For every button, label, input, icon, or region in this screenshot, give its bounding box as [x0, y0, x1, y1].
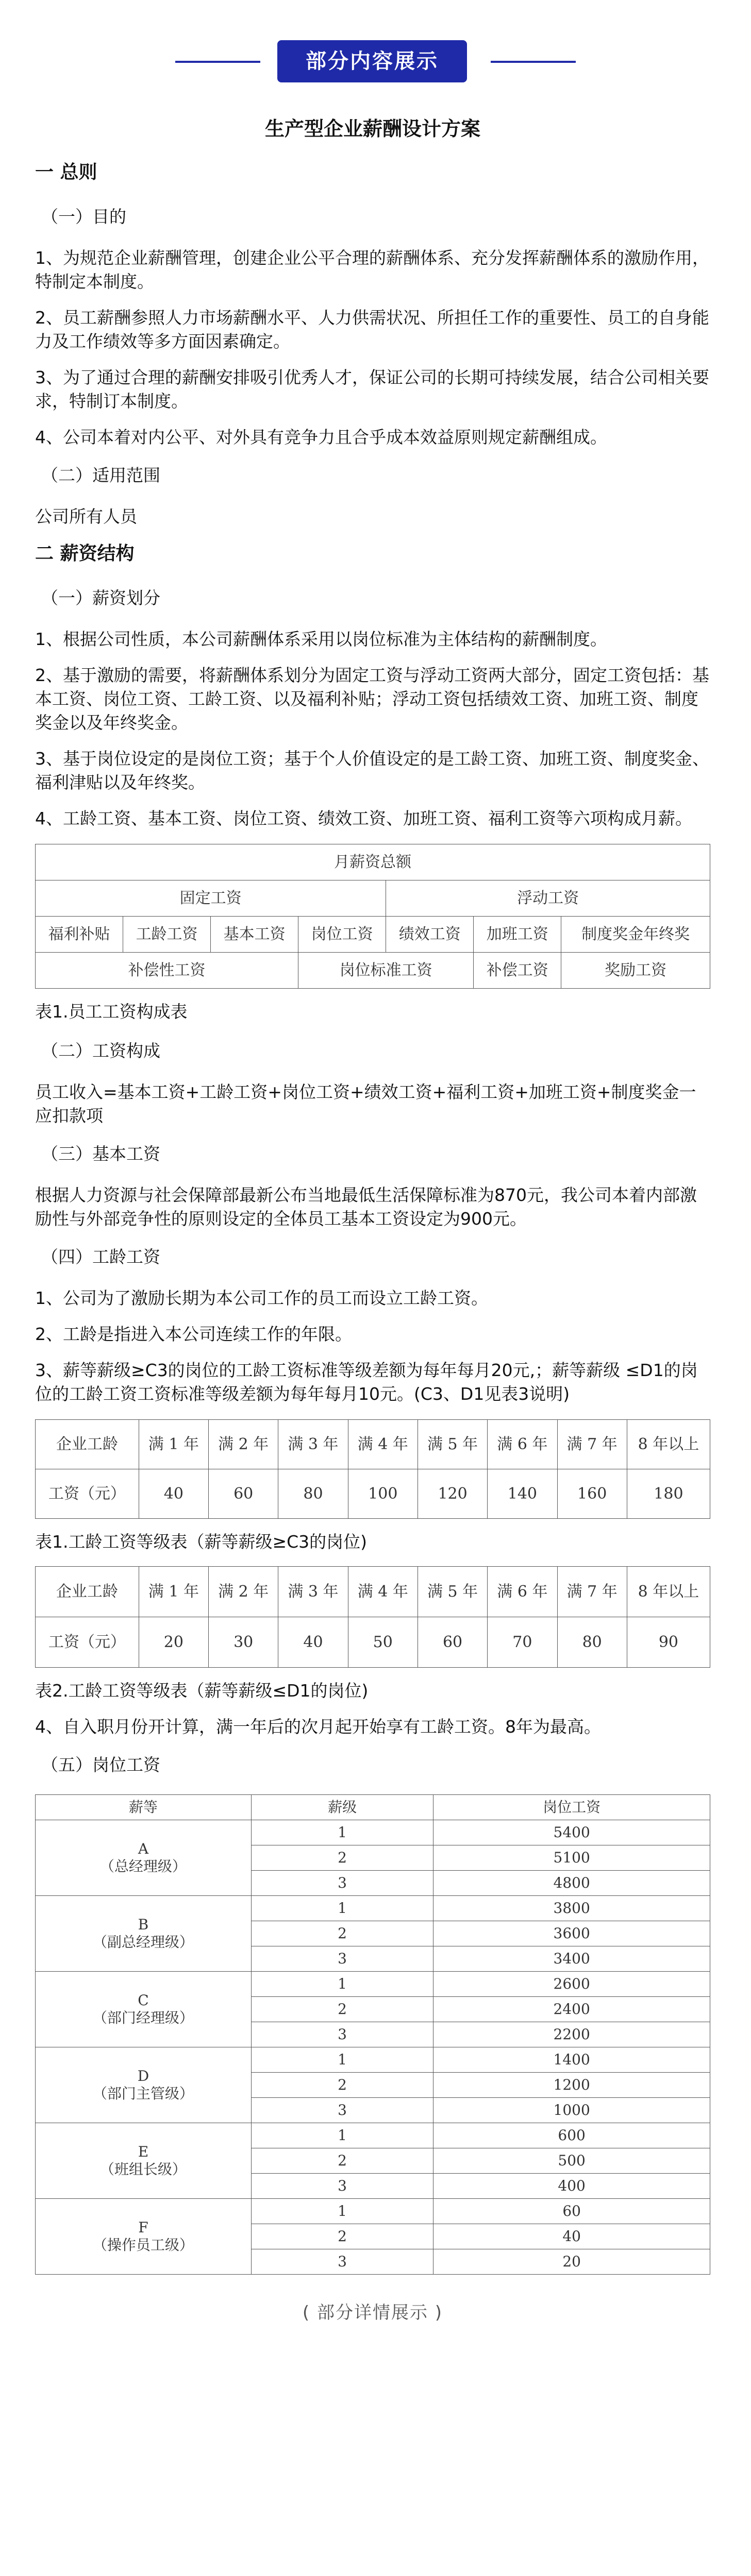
level-cell: 1: [251, 2123, 433, 2148]
table-cell: 160: [557, 1469, 627, 1519]
paragraph: 公司所有人员: [35, 506, 137, 527]
subsection-heading: （二）工资构成: [41, 1041, 160, 1061]
wage-cell: 500: [433, 2148, 710, 2174]
grade-cell: [36, 1896, 252, 1972]
paragraph: 4、工龄工资、基本工资、岗位工资、绩效工资、加班工资、福利工资等六项构成月薪。: [35, 808, 692, 828]
table-cell: 补偿性工资: [36, 953, 298, 989]
table-cell: 工资（元）: [36, 1469, 139, 1519]
wage-cell: 60: [433, 2199, 710, 2224]
level-cell: 3: [251, 2098, 433, 2123]
table-cell: 100: [348, 1469, 418, 1519]
wage-cell: 1000: [433, 2098, 710, 2123]
table-caption: 表2.工龄工资等级表（薪等薪级≤D1的岗位): [35, 1681, 369, 1701]
section-banner: [0, 36, 751, 88]
table-cell: 60: [418, 1617, 487, 1668]
document-body: [35, 98, 710, 2324]
level-cell: 3: [251, 1871, 433, 1896]
paragraph: 1、为规范企业薪酬管理，创建企业公平合理的薪酬体系、充分发挥薪酬体系的激励作用，特制定本制度。: [35, 248, 709, 292]
banner-divider-right: [491, 61, 576, 63]
table-cell: 满 7 年: [557, 1567, 627, 1617]
seniority-table-c3: [35, 1419, 710, 1519]
level-cell: 2: [251, 1845, 433, 1871]
table-cell: 60: [209, 1469, 278, 1519]
grade-cell: [36, 1972, 252, 2047]
grade-name: （操作员工级）: [92, 2236, 194, 2253]
table-cell: 8 年以上: [627, 1420, 710, 1469]
banner-divider-left: [175, 61, 260, 63]
grade-cell: [36, 1820, 252, 1896]
grade-code: D: [137, 2067, 149, 2084]
seniority-table-d1: [35, 1566, 710, 1668]
grade-name: （副总经理级）: [92, 1934, 194, 1951]
table-header-cell: 岗位工资: [433, 1795, 710, 1820]
table-cell: 30: [209, 1617, 278, 1668]
subsection-heading: （三）基本工资: [41, 1144, 160, 1164]
subsection-heading: （二）适用范围: [41, 465, 160, 485]
table-cell: 满 5 年: [418, 1567, 487, 1617]
post-wage-rows: [36, 1820, 710, 2275]
wage-cell: 3600: [433, 1921, 710, 1946]
table-cell: 月薪资总额: [36, 844, 710, 880]
paragraph: 2、员工薪酬参照人力市场薪酬水平、人力供需状况、所担任工作的重要性、员工的自身能力及工作绩效等多方面因素确定。: [35, 308, 709, 351]
wage-cell: 3800: [433, 1896, 710, 1921]
table-cell: 奖励工资: [561, 953, 710, 989]
level-cell: 1: [251, 2199, 433, 2224]
table-cell: 8 年以上: [627, 1567, 710, 1617]
paragraph: 3、薪等薪级≥C3的岗位的工龄工资标准等级差额为每年每月20元,；薪等薪级 ≤D1的岗位的工龄工资工资标准等级差额为每年每月10元。(C3、D1见表3说明): [35, 1360, 698, 1404]
grade-code: E: [138, 2143, 149, 2160]
table-cell: 满 6 年: [488, 1567, 557, 1617]
table-cell: 满 7 年: [557, 1420, 627, 1469]
level-cell: 3: [251, 2022, 433, 2047]
level-cell: 1: [251, 1972, 433, 1997]
table-caption: 表1.员工工资构成表: [35, 1002, 188, 1022]
grade-code: F: [138, 2219, 148, 2236]
grade-name: （部门主管级）: [92, 2085, 194, 2102]
grade-code: C: [138, 1992, 149, 2009]
wage-cell: 600: [433, 2123, 710, 2148]
paragraph: 4、自入职月份开计算，满一年后的次月起开始享有工龄工资。8年为最高。: [35, 1717, 601, 1737]
table-caption: 表1.工龄工资等级表（薪等薪级≥C3的岗位): [35, 1532, 368, 1552]
paragraph: 2、工龄是指进入本公司连续工作的年限。: [35, 1324, 352, 1344]
wage-cell: 40: [433, 2224, 710, 2249]
table-row: [36, 1896, 710, 1921]
level-cell: 1: [251, 2047, 433, 2073]
section-heading: 一 总则: [35, 162, 97, 183]
table-cell: 180: [627, 1469, 710, 1519]
table-header-cell: 薪级: [251, 1795, 433, 1820]
grade-cell: [36, 2199, 252, 2275]
table-cell: 企业工龄: [36, 1567, 139, 1617]
wage-cell: 2400: [433, 1997, 710, 2022]
table-cell: 90: [627, 1617, 710, 1668]
paragraph: 3、为了通过合理的薪酬安排吸引优秀人才，保证公司的长期可持续发展，结合公司相关要求，特制订本制度。: [35, 367, 709, 411]
paragraph: 3、基于岗位设定的是岗位工资；基于个人价值设定的是工龄工资、加班工资、制度奖金、福利津贴以及年终奖。: [35, 749, 709, 792]
table-cell: 制度奖金年终奖: [561, 917, 710, 953]
table-cell: 满 2 年: [209, 1420, 278, 1469]
paragraph: 1、公司为了激励长期为本公司工作的员工而设立工龄工资。: [35, 1288, 488, 1308]
subsection-heading: （一）目的: [41, 207, 126, 227]
table-cell: 满 5 年: [418, 1420, 487, 1469]
wage-cell: 4800: [433, 1871, 710, 1896]
paragraph: 1、根据公司性质，本公司薪酬体系采用以岗位标准为主体结构的薪酬制度。: [35, 629, 607, 649]
table-cell: 40: [278, 1617, 348, 1668]
table-cell: 80: [557, 1617, 627, 1668]
level-cell: 2: [251, 1921, 433, 1946]
subsection-heading: （一）薪资划分: [41, 588, 160, 608]
wage-cell: 400: [433, 2174, 710, 2199]
level-cell: 2: [251, 1997, 433, 2022]
table-cell: 满 3 年: [278, 1567, 348, 1617]
table-cell: 满 4 年: [348, 1420, 418, 1469]
level-cell: 3: [251, 1946, 433, 1972]
table-cell: 40: [139, 1469, 208, 1519]
table-cell: 岗位标准工资: [298, 953, 474, 989]
level-cell: 1: [251, 1820, 433, 1845]
table-cell: 满 3 年: [278, 1420, 348, 1469]
table-cell: 20: [139, 1617, 208, 1668]
table-row: [36, 2123, 710, 2148]
table-cell: 绩效工资: [386, 917, 474, 953]
wage-cell: 3400: [433, 1946, 710, 1972]
level-cell: 2: [251, 2148, 433, 2174]
table-cell: 基本工资: [211, 917, 298, 953]
paragraph: 根据人力资源与社会保障部最新公布当地最低生活保障标准为870元，我公司本着内部激励性与外部竞争性的原则设定的全体员工基本工资设定为900元。: [35, 1185, 697, 1229]
post-wage-table: [35, 1794, 710, 2275]
paragraph: 2、基于激励的需要，将薪酬体系划分为固定工资与浮动工资两大部分，固定工资包括：基本工资、岗位工资、工龄工资、以及福利补贴；浮动工资包括绩效工资、加班工资、制度奖金以及年终奖金。: [35, 665, 709, 733]
grade-code: A: [138, 1840, 149, 1857]
table-row: [36, 1820, 710, 1845]
document-title: 生产型企业薪酬设计方案: [264, 117, 480, 140]
subsection-heading: （四）工龄工资: [41, 1247, 160, 1267]
more-details-note: ( 部分详情展示 ): [302, 2302, 443, 2323]
table-cell: 工资（元）: [36, 1617, 139, 1668]
table-cell: 补偿工资: [474, 953, 561, 989]
level-cell: 3: [251, 2174, 433, 2199]
table-cell: 满 4 年: [348, 1567, 418, 1617]
grade-code: B: [138, 1916, 149, 1933]
subsection-heading: （五）岗位工资: [41, 1755, 160, 1775]
wage-cell: 2200: [433, 2022, 710, 2047]
table-cell: 满 2 年: [209, 1567, 278, 1617]
table-row: [36, 2199, 710, 2224]
table-cell: 满 6 年: [488, 1420, 557, 1469]
salary-composition-table: [35, 844, 710, 989]
table-cell: 满 1 年: [139, 1567, 208, 1617]
level-cell: 3: [251, 2249, 433, 2275]
wage-cell: 1200: [433, 2073, 710, 2098]
section-heading: 二 薪资结构: [35, 543, 135, 564]
wage-cell: 1400: [433, 2047, 710, 2073]
table-cell: 工龄工资: [123, 917, 211, 953]
table-cell: 加班工资: [474, 917, 561, 953]
grade-name: （部门经理级）: [92, 2009, 194, 2026]
table-cell: 浮动工资: [386, 880, 710, 917]
table-cell: 120: [418, 1469, 487, 1519]
table-cell: 岗位工资: [298, 917, 386, 953]
table-row: [36, 1972, 710, 1997]
table-cell: 企业工龄: [36, 1420, 139, 1469]
table-cell: 满 1 年: [139, 1420, 208, 1469]
table-cell: 140: [488, 1469, 557, 1519]
level-cell: 2: [251, 2224, 433, 2249]
table-cell: 70: [488, 1617, 557, 1668]
grade-name: （班组长级）: [99, 2161, 187, 2178]
table-cell: 福利补贴: [36, 917, 123, 953]
paragraph: 员工收入=基本工资+工龄工资+岗位工资+绩效工资+福利工资+加班工资+制度奖金一应扣款项: [35, 1082, 696, 1126]
table-row: [36, 2047, 710, 2073]
banner-label: 部分内容展示: [277, 40, 467, 82]
wage-cell: 5400: [433, 1820, 710, 1845]
wage-cell: 5100: [433, 1845, 710, 1871]
wage-cell: 2600: [433, 1972, 710, 1997]
level-cell: 1: [251, 1896, 433, 1921]
grade-cell: [36, 2047, 252, 2123]
table-cell: 固定工资: [36, 880, 386, 917]
grade-cell: [36, 2123, 252, 2199]
table-cell: 50: [348, 1617, 418, 1668]
table-cell: 80: [278, 1469, 348, 1519]
table-header-cell: 薪等: [36, 1795, 252, 1820]
paragraph: 4、公司本着对内公平、对外具有竞争力且合乎成本效益原则规定薪酬组成。: [35, 427, 607, 447]
grade-name: （总经理级）: [99, 1858, 187, 1875]
level-cell: 2: [251, 2073, 433, 2098]
wage-cell: 20: [433, 2249, 710, 2275]
